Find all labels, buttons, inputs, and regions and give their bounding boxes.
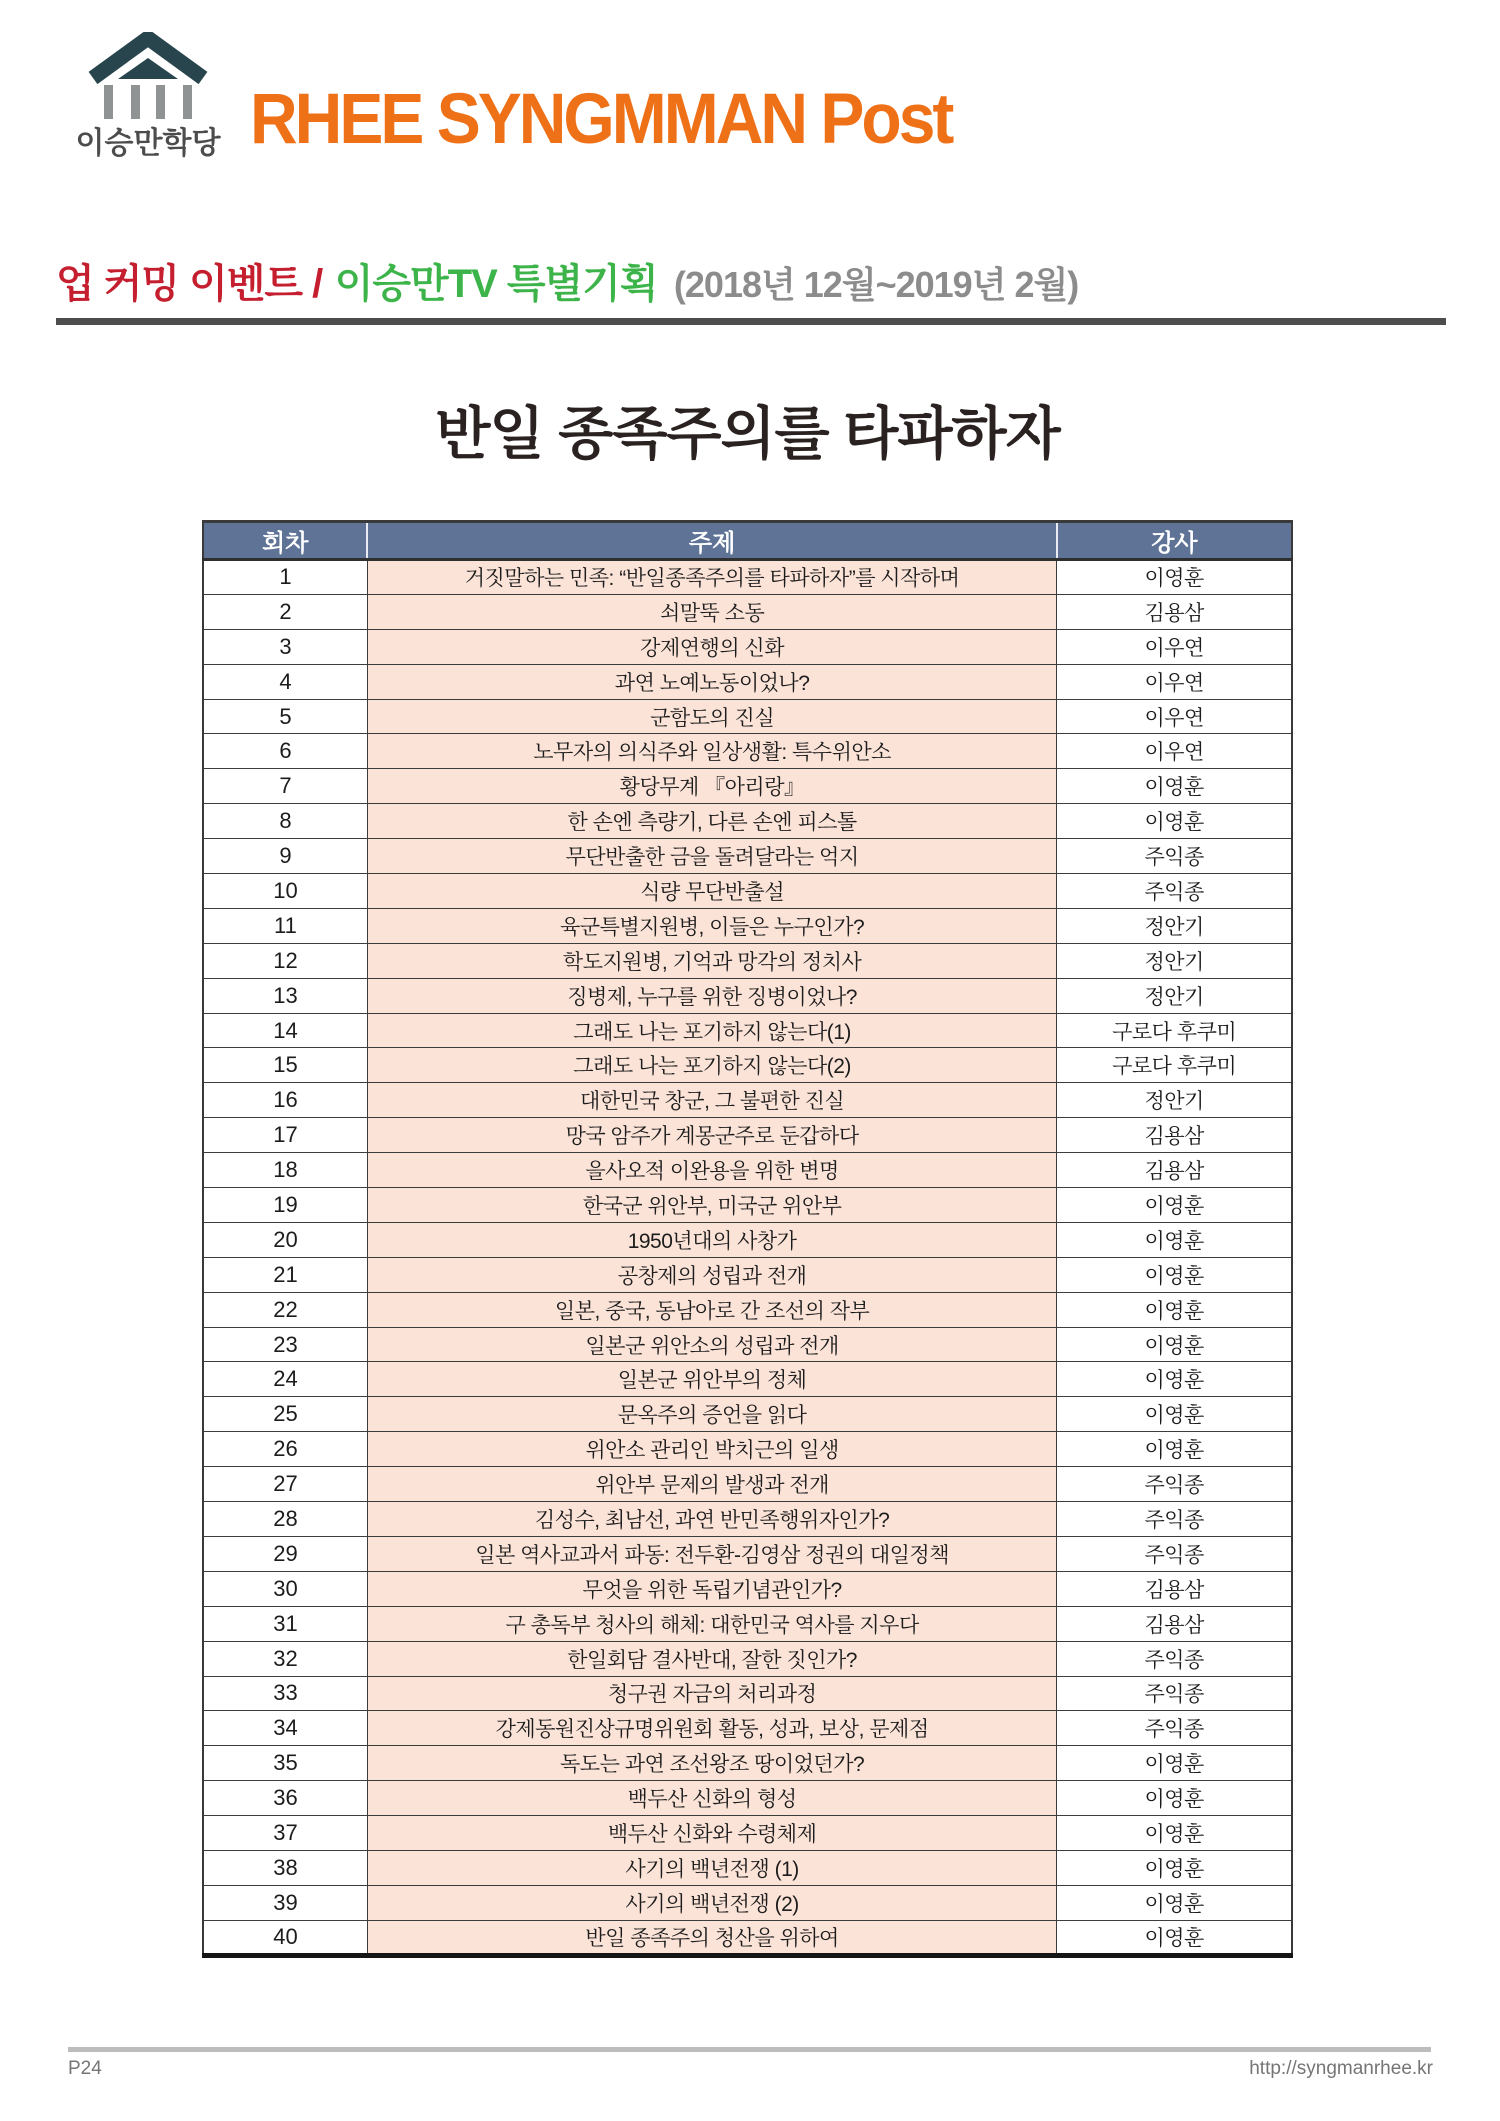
episode-topic: 쇠말뚝 소동 <box>367 594 1056 629</box>
table-row <box>203 664 1292 699</box>
site-url[interactable]: http://syngmanrhee.kr <box>1249 2058 1433 2079</box>
table-row <box>203 1432 1292 1467</box>
episode-lecturer: 주익종 <box>1057 1641 1292 1676</box>
episode-topic: 육군특별지원병, 이들은 누구인가? <box>367 908 1056 943</box>
episode-topic: 위안소 관리인 박치근의 일생 <box>367 1432 1056 1467</box>
logo-text: 이승만학당 <box>75 127 221 160</box>
episode-number: 31 <box>203 1606 367 1641</box>
episode-number: 37 <box>203 1816 367 1851</box>
episode-lecturer: 이영훈 <box>1057 1222 1292 1257</box>
table-row <box>203 1327 1292 1362</box>
episode-number: 35 <box>203 1746 367 1781</box>
episode-topic: 노무자의 의식주와 일상생활: 특수위안소 <box>367 734 1056 769</box>
episode-table-wrap <box>202 520 1293 1958</box>
col-header-episode: 회차 <box>203 522 367 560</box>
episode-lecturer: 이영훈 <box>1057 1885 1292 1920</box>
episode-number: 24 <box>203 1362 367 1397</box>
episode-number: 3 <box>203 629 367 664</box>
episode-lecturer: 이영훈 <box>1057 1327 1292 1362</box>
episode-lecturer: 이영훈 <box>1057 1920 1292 1955</box>
episode-topic: 대한민국 창군, 그 불편한 진실 <box>367 1083 1056 1118</box>
page-number: P24 <box>68 2058 102 2079</box>
table-row <box>203 1292 1292 1327</box>
episode-number: 25 <box>203 1397 367 1432</box>
section-divider <box>56 318 1446 325</box>
table-row <box>203 1571 1292 1606</box>
episode-number: 39 <box>203 1885 367 1920</box>
table-row <box>203 1920 1292 1955</box>
episode-topic: 강제연행의 신화 <box>367 629 1056 664</box>
episode-topic: 일본군 위안부의 정체 <box>367 1362 1056 1397</box>
episode-lecturer: 주익종 <box>1057 874 1292 909</box>
episode-number: 36 <box>203 1781 367 1816</box>
episode-topic: 김성수, 최남선, 과연 반민족행위자인가? <box>367 1502 1056 1537</box>
table-row <box>203 874 1292 909</box>
episode-lecturer: 구로다 후쿠미 <box>1057 1048 1292 1083</box>
episode-number: 19 <box>203 1188 367 1223</box>
episode-lecturer: 이우연 <box>1057 734 1292 769</box>
episode-lecturer: 정안기 <box>1057 943 1292 978</box>
episode-lecturer: 정안기 <box>1057 908 1292 943</box>
episode-lecturer: 이영훈 <box>1057 1397 1292 1432</box>
episode-topic: 무엇을 위한 독립기념관인가? <box>367 1571 1056 1606</box>
episode-topic: 식량 무단반출설 <box>367 874 1056 909</box>
episode-topic: 백두산 신화와 수령체제 <box>367 1816 1056 1851</box>
episode-topic: 과연 노예노동이었나? <box>367 664 1056 699</box>
table-row <box>203 769 1292 804</box>
episode-topic: 징병제, 누구를 위한 징병이었나? <box>367 978 1056 1013</box>
table-row <box>203 1711 1292 1746</box>
episode-number: 38 <box>203 1850 367 1885</box>
episode-number: 18 <box>203 1153 367 1188</box>
table-row <box>203 699 1292 734</box>
episode-number: 7 <box>203 769 367 804</box>
episode-lecturer: 정안기 <box>1057 978 1292 1013</box>
episode-number: 9 <box>203 839 367 874</box>
episode-topic: 일본 역사교과서 파동: 전두환-김영삼 정권의 대일정책 <box>367 1536 1056 1571</box>
special-program-label: 이승만TV 특별기획 <box>334 262 658 306</box>
episode-lecturer: 김용삼 <box>1057 594 1292 629</box>
table-row <box>203 1536 1292 1571</box>
episode-topic: 위안부 문제의 발생과 전개 <box>367 1467 1056 1502</box>
episode-number: 23 <box>203 1327 367 1362</box>
episode-lecturer: 정안기 <box>1057 1083 1292 1118</box>
episode-topic: 구 총독부 청사의 해체: 대한민국 역사를 지우다 <box>367 1606 1056 1641</box>
site-title: RHEE SYNGMMAN Post <box>250 78 952 159</box>
episode-lecturer: 이영훈 <box>1057 1257 1292 1292</box>
episode-number: 6 <box>203 734 367 769</box>
episode-table-body <box>203 560 1292 1956</box>
episode-lecturer: 주익종 <box>1057 1536 1292 1571</box>
episode-number: 27 <box>203 1467 367 1502</box>
table-row <box>203 560 1292 595</box>
table-row <box>203 1850 1292 1885</box>
episode-lecturer: 이영훈 <box>1057 1292 1292 1327</box>
page-title: 반일 종족주의를 타파하자 <box>435 402 1060 466</box>
table-header-row <box>203 522 1292 560</box>
episode-number: 17 <box>203 1118 367 1153</box>
episode-topic: 공창제의 성립과 전개 <box>367 1257 1056 1292</box>
episode-lecturer: 주익종 <box>1057 1676 1292 1711</box>
table-row <box>203 1816 1292 1851</box>
table-row <box>203 1467 1292 1502</box>
episode-lecturer: 김용삼 <box>1057 1153 1292 1188</box>
episode-number: 21 <box>203 1257 367 1292</box>
table-row <box>203 804 1292 839</box>
episode-topic: 강제동원진상규명위원회 활동, 성과, 보상, 문제점 <box>367 1711 1056 1746</box>
episode-topic: 문옥주의 증언을 읽다 <box>367 1397 1056 1432</box>
episode-number: 40 <box>203 1920 367 1955</box>
table-row <box>203 1222 1292 1257</box>
episode-topic: 백두산 신화의 형성 <box>367 1781 1056 1816</box>
episode-number: 15 <box>203 1048 367 1083</box>
episode-topic: 그래도 나는 포기하지 않는다(2) <box>367 1048 1056 1083</box>
episode-number: 34 <box>203 1711 367 1746</box>
table-row <box>203 978 1292 1013</box>
episode-topic: 거짓말하는 민족: “반일종족주의를 타파하자”를 시작하며 <box>367 560 1056 595</box>
episode-topic: 망국 암주가 계몽군주로 둔갑하다 <box>367 1118 1056 1153</box>
table-row <box>203 1118 1292 1153</box>
episode-topic: 군함도의 진실 <box>367 699 1056 734</box>
episode-lecturer: 이영훈 <box>1057 1781 1292 1816</box>
table-row <box>203 1606 1292 1641</box>
episode-topic: 1950년대의 사창가 <box>367 1222 1056 1257</box>
upcoming-event-label: 업 커밍 이벤트 / <box>56 262 323 306</box>
episode-lecturer: 이영훈 <box>1057 1362 1292 1397</box>
episode-number: 10 <box>203 874 367 909</box>
episode-number: 20 <box>203 1222 367 1257</box>
episode-number: 32 <box>203 1641 367 1676</box>
table-row <box>203 1362 1292 1397</box>
table-row <box>203 839 1292 874</box>
episode-lecturer: 주익종 <box>1057 1502 1292 1537</box>
episode-topic: 일본, 중국, 동남아로 간 조선의 작부 <box>367 1292 1056 1327</box>
episode-number: 1 <box>203 560 367 595</box>
col-header-topic: 주제 <box>367 522 1056 560</box>
episode-topic: 한 손엔 측량기, 다른 손엔 피스톨 <box>367 804 1056 839</box>
episode-lecturer: 이영훈 <box>1057 1432 1292 1467</box>
episode-lecturer: 주익종 <box>1057 1711 1292 1746</box>
episode-lecturer: 이영훈 <box>1057 1188 1292 1223</box>
table-row <box>203 1048 1292 1083</box>
table-row <box>203 1885 1292 1920</box>
episode-lecturer: 이영훈 <box>1057 769 1292 804</box>
episode-lecturer: 주익종 <box>1057 839 1292 874</box>
subtitle-strip <box>56 252 1446 309</box>
episode-lecturer: 이우연 <box>1057 664 1292 699</box>
table-row <box>203 1641 1292 1676</box>
episode-topic: 그래도 나는 포기하지 않는다(1) <box>367 1013 1056 1048</box>
table-row <box>203 908 1292 943</box>
episode-topic: 한일회담 결사반대, 잘한 짓인가? <box>367 1641 1056 1676</box>
episode-topic: 일본군 위안소의 성립과 전개 <box>367 1327 1056 1362</box>
episode-number: 16 <box>203 1083 367 1118</box>
episode-number: 8 <box>203 804 367 839</box>
episode-number: 5 <box>203 699 367 734</box>
episode-number: 2 <box>203 594 367 629</box>
table-row <box>203 1746 1292 1781</box>
episode-topic: 사기의 백년전쟁 (1) <box>367 1850 1056 1885</box>
table-row <box>203 1013 1292 1048</box>
episode-number: 33 <box>203 1676 367 1711</box>
episode-lecturer: 주익종 <box>1057 1467 1292 1502</box>
table-row <box>203 943 1292 978</box>
episode-lecturer: 이영훈 <box>1057 1746 1292 1781</box>
episode-topic: 학도지원병, 기억과 망각의 정치사 <box>367 943 1056 978</box>
episode-topic: 황당무계 『아리랑』 <box>367 769 1056 804</box>
episode-lecturer: 구로다 후쿠미 <box>1057 1013 1292 1048</box>
episode-topic: 한국군 위안부, 미국군 위안부 <box>367 1188 1056 1223</box>
episode-number: 11 <box>203 908 367 943</box>
episode-number: 28 <box>203 1502 367 1537</box>
episode-lecturer: 이영훈 <box>1057 1850 1292 1885</box>
episode-lecturer: 이우연 <box>1057 699 1292 734</box>
table-row <box>203 1676 1292 1711</box>
episode-number: 29 <box>203 1536 367 1571</box>
table-row <box>203 629 1292 664</box>
episode-topic: 독도는 과연 조선왕조 땅이었던가? <box>367 1746 1056 1781</box>
episode-number: 12 <box>203 943 367 978</box>
col-header-lecturer: 강사 <box>1057 522 1292 560</box>
episode-number: 22 <box>203 1292 367 1327</box>
episode-lecturer: 김용삼 <box>1057 1571 1292 1606</box>
table-row <box>203 1188 1292 1223</box>
episode-lecturer: 이우연 <box>1057 629 1292 664</box>
episode-lecturer: 김용삼 <box>1057 1606 1292 1641</box>
table-row <box>203 734 1292 769</box>
table-row <box>203 1153 1292 1188</box>
episode-lecturer: 이영훈 <box>1057 560 1292 595</box>
table-row <box>203 1257 1292 1292</box>
episode-number: 14 <box>203 1013 367 1048</box>
house-icon <box>88 32 208 124</box>
footer <box>68 2058 1433 2080</box>
episode-topic: 청구권 자금의 처리과정 <box>367 1676 1056 1711</box>
table-row <box>203 1502 1292 1537</box>
episode-number: 26 <box>203 1432 367 1467</box>
episode-number: 30 <box>203 1571 367 1606</box>
footer-divider <box>68 2047 1431 2052</box>
episode-lecturer: 이영훈 <box>1057 1816 1292 1851</box>
episode-lecturer: 김용삼 <box>1057 1118 1292 1153</box>
episode-table <box>202 520 1293 1958</box>
table-row <box>203 594 1292 629</box>
table-row <box>203 1781 1292 1816</box>
masthead <box>58 32 951 162</box>
table-row <box>203 1397 1292 1432</box>
academy-logo <box>58 32 238 162</box>
episode-number: 4 <box>203 664 367 699</box>
episode-topic: 반일 종족주의 청산을 위하여 <box>367 1920 1056 1955</box>
episode-topic: 을사오적 이완용을 위한 변명 <box>367 1153 1056 1188</box>
date-range-label: (2018년 12월~2019년 2월) <box>673 264 1079 305</box>
episode-lecturer: 이영훈 <box>1057 804 1292 839</box>
episode-topic: 무단반출한 금을 돌려달라는 억지 <box>367 839 1056 874</box>
episode-topic: 사기의 백년전쟁 (2) <box>367 1885 1056 1920</box>
episode-number: 13 <box>203 978 367 1013</box>
table-row <box>203 1083 1292 1118</box>
